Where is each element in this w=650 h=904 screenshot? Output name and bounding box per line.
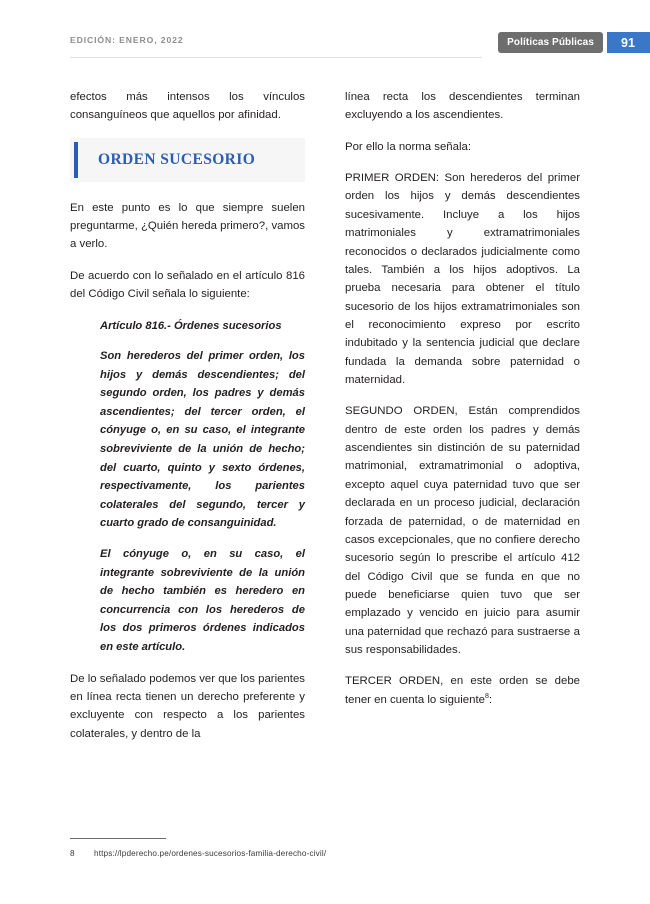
section-badge: Políticas Públicas [498,32,603,53]
footnote-url[interactable]: https://lpderecho.pe/ordenes-sucesorios-familia-derecho-civil/ [94,849,327,858]
paragraph-text: TERCER ORDEN, en este orden se debe tener en cuenta lo siguiente [345,675,580,706]
section-heading-block [70,138,305,182]
left-column [70,88,305,743]
quote-paragraph: Son herederos del primer orden, los hijos y demás descendientes; del segundo orden, los padres y demás ascendientes; del tercer orden, el cónyuge o, en su caso, el integrante sobreviviente de la unión de hecho; del cuarto, quinto y sexto órdenes, respectivamente, los parientes colaterales del segundo, tercer y cuarto grado de consanguinidad. [100,350,305,530]
footnote-item [70,849,580,860]
paragraph: De lo señalado podemos ver que los parientes en línea recta tienen un derecho preferente y excluyente con respecto a los parientes colaterales, y dentro de la [70,672,305,740]
paragraph: De acuerdo con lo señalado en el artículo 816 del Código Civil señala lo siguiente: [70,269,305,301]
article-quote-block [70,317,305,657]
right-column [345,88,580,743]
paragraph: Por ello la norma señala: [345,140,471,153]
header-badge-group [498,32,650,53]
paragraph: efectos más intensos los vínculos consanguíneos que aquellos por afinidad. [70,91,305,122]
footnote-divider [70,838,166,839]
paragraph-with-footnote [345,672,580,709]
footnote-block [70,838,580,860]
page-number-badge: 91 [607,32,650,53]
paragraph: En este punto es lo que siempre suelen preguntarme, ¿Quién hereda primero?, vamos a verlo. [70,201,305,251]
page-header [0,32,650,62]
footnote-reference[interactable]: 8 [484,692,489,700]
paragraph: PRIMER ORDEN: Son herederos del primer orden los hijos y demás descendientes sucesivamente. Incluye a los hijos matrimoniales y extramatrimoniales reconocidos o declarados judicialmente como tales. También a los hijos adoptivos. La prueba necesaria para obtener el título sucesorio de los hijos extramatrimoniales son el reconocimiento expreso por escrito indubitado y la sentencia judicial que declare fundada la demanda sobre paternidad o maternidad. [345,172,580,387]
header-divider [70,57,482,58]
footnote-number: 8 [70,849,75,858]
quote-paragraph: El cónyuge o, en su caso, el integrante sobreviviente de la unión de hecho también es heredero en concurrencia con los herederos de los dos primeros órdenes indicados en este artículo. [100,548,305,654]
paragraph: SEGUNDO ORDEN, Están comprendidos dentro de este orden los padres y demás ascendientes sin distinción de su paternidad matrimonial, extramatrimonial o adoptiva, excepto aquel cuya paternidad tuvo que ser declarada en un proceso judicial, declaración forzada de paternidad, o de maternidad en casos excepcionales, que no confiere derecho sucesorio según lo prescribe el artículo 412 del Código Civil que se funda en que no puede beneficiarse quien tuvo que ser emplazado y vencido en juicio para asumir una paternidad que rechazó para sustraerse a sus responsabilidades. [345,405,580,657]
quote-title: Artículo 816.- Órdenes sucesorios [100,319,282,332]
paragraph: línea recta los descendientes terminan excluyendo a los ascendientes. [345,91,580,122]
paragraph-text-suffix: : [488,693,493,706]
accent-bar [74,142,78,178]
edition-label: EDICIÓN: ENERO, 2022 [70,35,184,45]
section-heading-text: ORDEN SUCESORIO [98,150,256,168]
body-columns [70,88,580,743]
